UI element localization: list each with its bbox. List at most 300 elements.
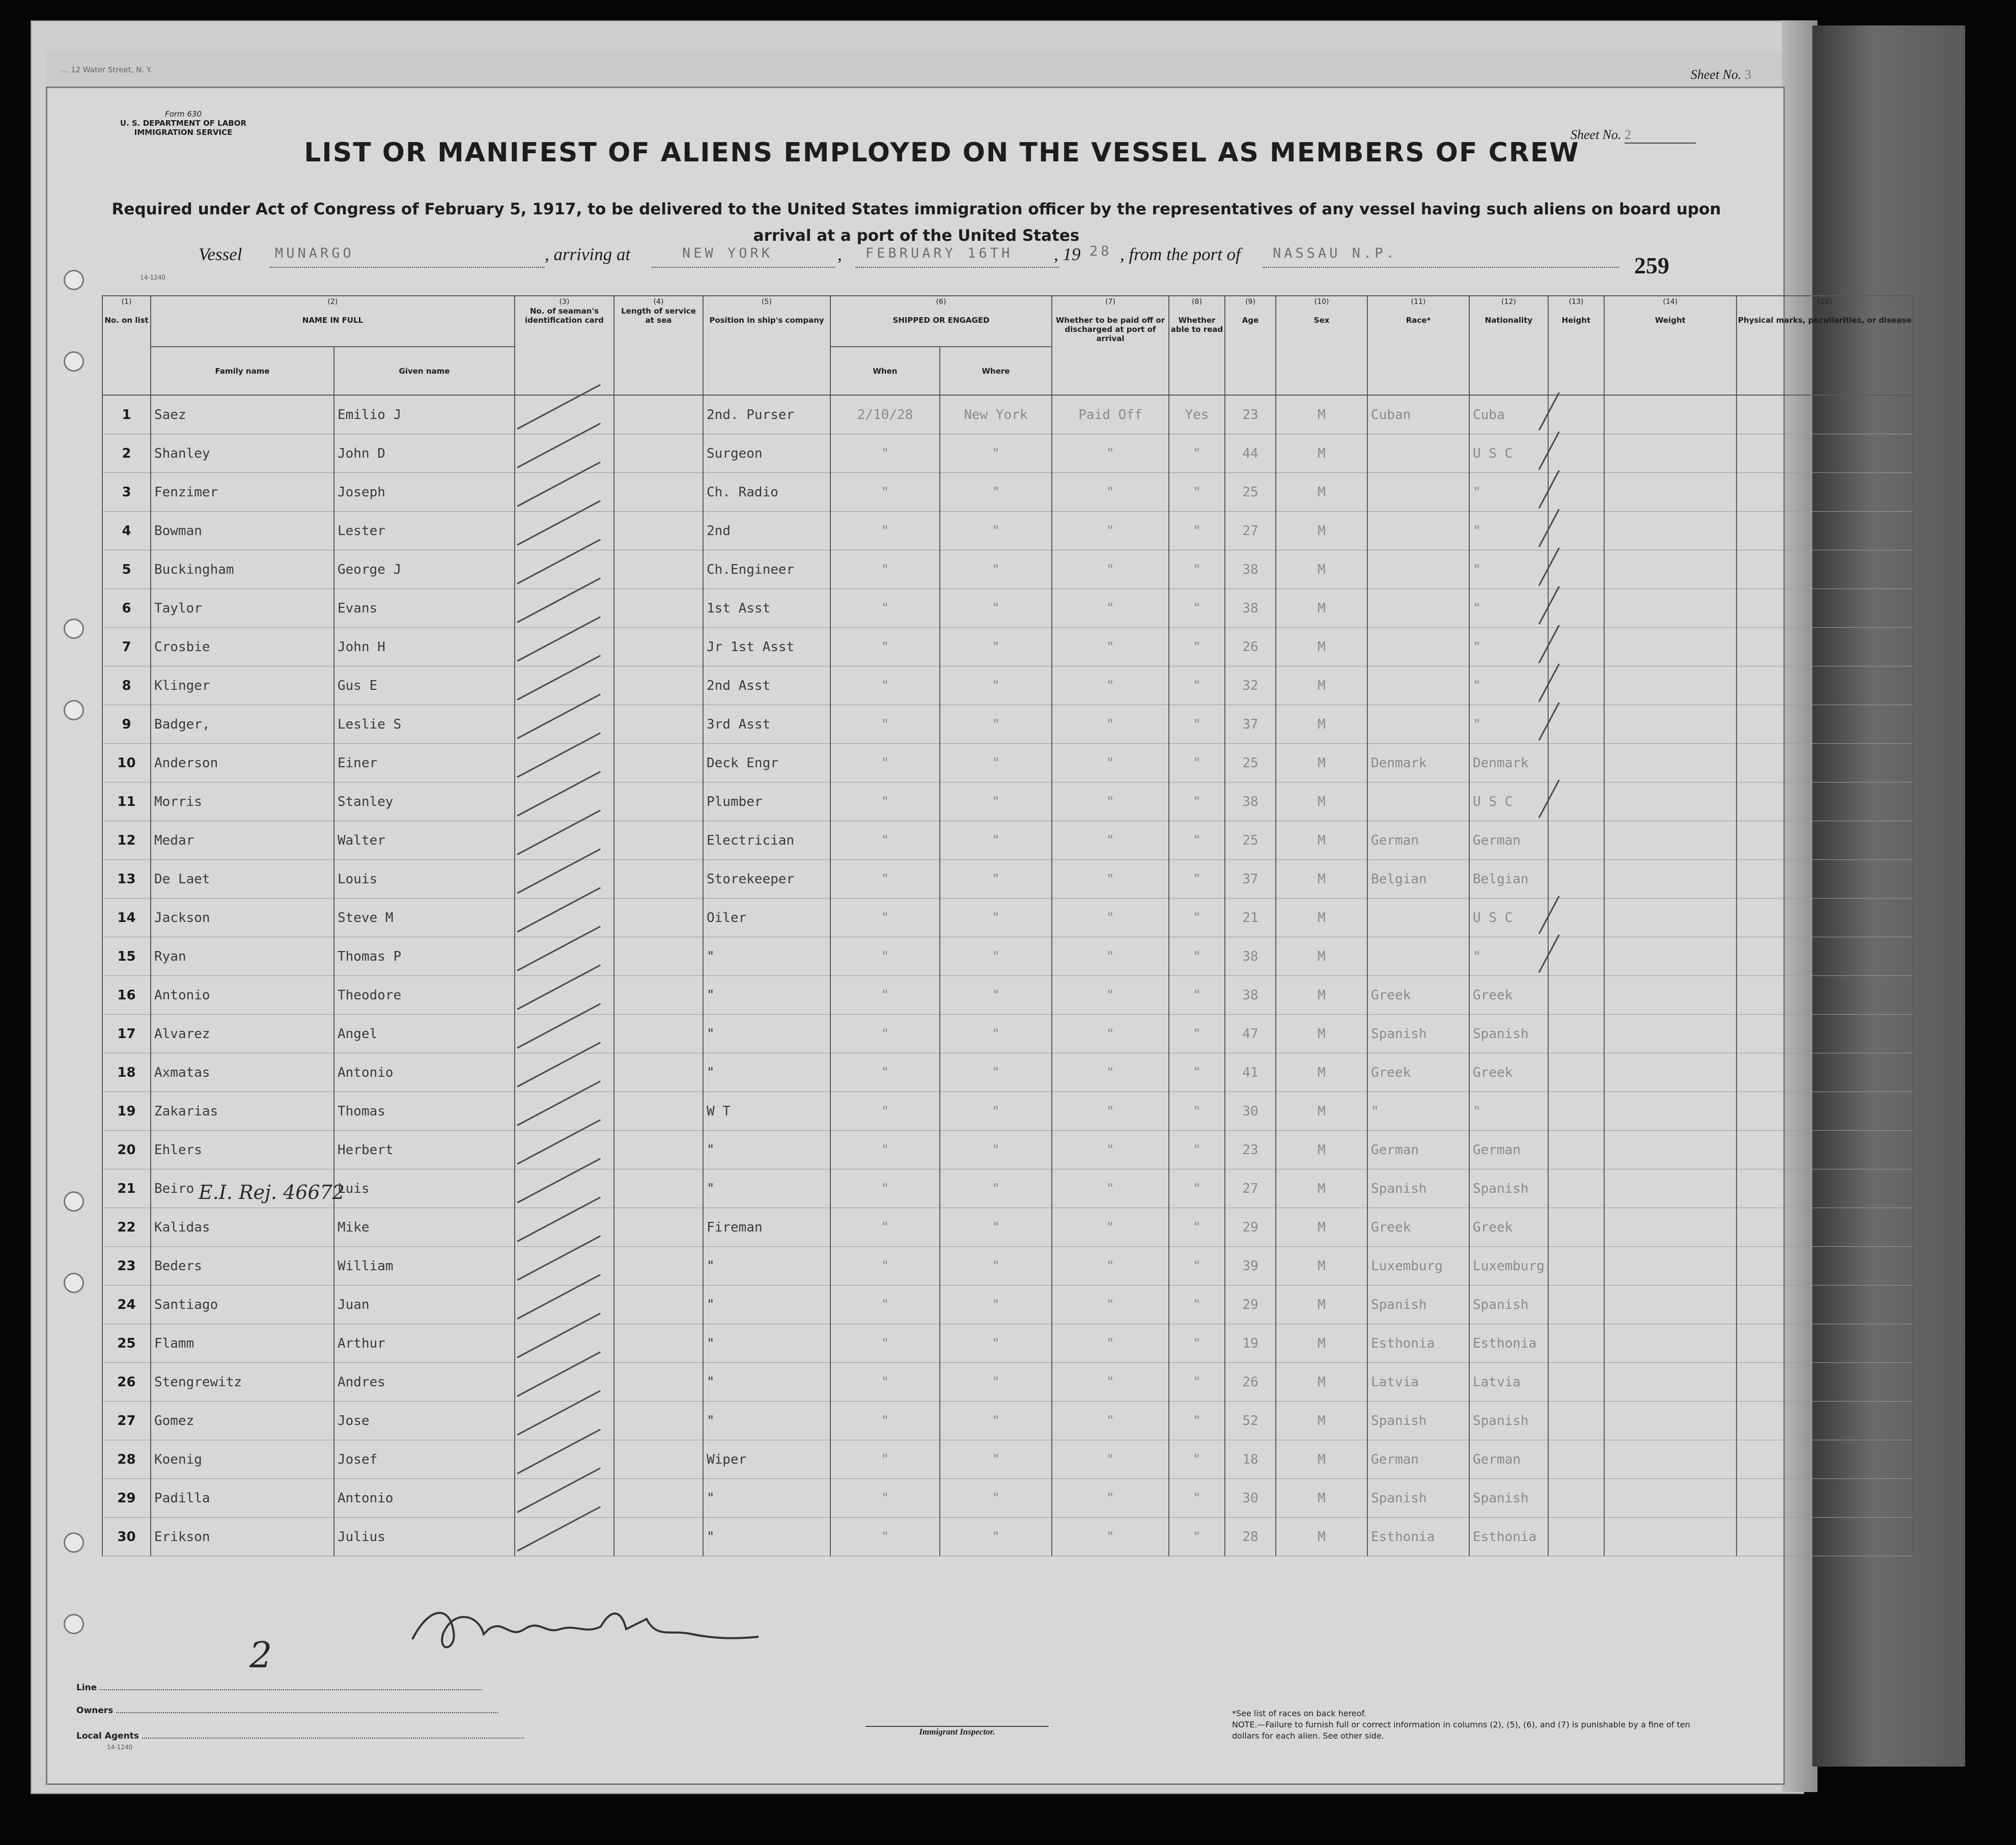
sex-cell: M bbox=[1276, 1131, 1367, 1169]
height-cell bbox=[1548, 1247, 1604, 1285]
service-length-cell bbox=[614, 1015, 703, 1053]
id-card-cell bbox=[515, 1015, 614, 1053]
row-number-cell: 17 bbox=[102, 1015, 151, 1053]
paid-off-cell: " bbox=[1052, 1015, 1169, 1053]
paid-off-cell: " bbox=[1052, 899, 1169, 937]
position-cell: " bbox=[703, 1169, 830, 1208]
table-row bbox=[102, 821, 1913, 860]
service-length-cell bbox=[614, 821, 703, 860]
row-number-cell: 11 bbox=[102, 782, 151, 821]
where-header: Where bbox=[940, 347, 1052, 395]
service-length-cell bbox=[614, 550, 703, 589]
nationality-cell: " bbox=[1469, 937, 1548, 976]
able-to-read-cell: " bbox=[1169, 705, 1225, 744]
race-cell bbox=[1367, 434, 1469, 473]
sex-cell: M bbox=[1276, 705, 1367, 744]
paid-off-cell: " bbox=[1052, 1169, 1169, 1208]
height-cell bbox=[1548, 937, 1604, 976]
age-cell: 19 bbox=[1225, 1324, 1276, 1363]
row-number-cell: 26 bbox=[102, 1363, 151, 1402]
row-number-cell: 1 bbox=[102, 395, 151, 434]
physical-marks-cell bbox=[1737, 860, 1913, 899]
paid-off-cell: " bbox=[1052, 782, 1169, 821]
shipped-when-cell: " bbox=[830, 1092, 940, 1131]
family-name-cell: Taylor bbox=[151, 589, 334, 628]
paid-off-cell: " bbox=[1052, 666, 1169, 705]
row-number-cell: 7 bbox=[102, 628, 151, 666]
sex-cell: M bbox=[1276, 550, 1367, 589]
able-to-read-cell: " bbox=[1169, 434, 1225, 473]
shipped-where-cell: " bbox=[940, 1402, 1052, 1440]
shipped-where-cell: " bbox=[940, 899, 1052, 937]
shipped-where-cell: " bbox=[940, 1092, 1052, 1131]
height-cell bbox=[1548, 744, 1604, 782]
race-cell: Greek bbox=[1367, 1208, 1469, 1247]
col-14-header: (14) Weight bbox=[1604, 296, 1737, 395]
shipped-where-cell: " bbox=[940, 1440, 1052, 1479]
shipped-where-cell: " bbox=[940, 1479, 1052, 1518]
race-cell: Denmark bbox=[1367, 744, 1469, 782]
id-card-cell bbox=[515, 744, 614, 782]
weight-cell bbox=[1604, 1285, 1737, 1324]
year-value: 28 bbox=[1089, 243, 1112, 259]
nationality-cell: " bbox=[1469, 473, 1548, 512]
position-cell: " bbox=[703, 1247, 830, 1285]
age-cell: 27 bbox=[1225, 1169, 1276, 1208]
family-name-cell: Gomez bbox=[151, 1402, 334, 1440]
age-cell: 25 bbox=[1225, 821, 1276, 860]
given-name-cell: Arthur bbox=[334, 1324, 515, 1363]
table-row bbox=[102, 705, 1913, 744]
nationality-cell: U S C bbox=[1469, 899, 1548, 937]
service-length-cell bbox=[614, 1324, 703, 1363]
underline bbox=[100, 1689, 482, 1690]
id-card-cell bbox=[515, 550, 614, 589]
able-to-read-cell: " bbox=[1169, 1363, 1225, 1402]
given-name-cell: Thomas P bbox=[334, 937, 515, 976]
physical-marks-cell bbox=[1737, 395, 1913, 434]
able-to-read-cell: " bbox=[1169, 744, 1225, 782]
table-row bbox=[102, 1053, 1913, 1092]
given-name-cell: Jose bbox=[334, 1402, 515, 1440]
race-cell: Greek bbox=[1367, 1053, 1469, 1092]
race-cell: Spanish bbox=[1367, 1285, 1469, 1324]
sex-cell: M bbox=[1276, 1363, 1367, 1402]
id-card-cell bbox=[515, 1402, 614, 1440]
physical-marks-cell bbox=[1737, 550, 1913, 589]
table-row bbox=[102, 1363, 1913, 1402]
given-name-cell: Andres bbox=[334, 1363, 515, 1402]
position-cell: Wiper bbox=[703, 1440, 830, 1479]
position-cell: " bbox=[703, 1479, 830, 1518]
able-to-read-cell: " bbox=[1169, 628, 1225, 666]
shipped-where-cell: " bbox=[940, 1518, 1052, 1556]
paid-off-cell: " bbox=[1052, 589, 1169, 628]
shipped-when-cell: " bbox=[830, 1440, 940, 1479]
service-length-cell bbox=[614, 666, 703, 705]
weight-cell bbox=[1604, 976, 1737, 1015]
service-length-cell bbox=[614, 1402, 703, 1440]
service-length-cell bbox=[614, 628, 703, 666]
weight-cell bbox=[1604, 395, 1737, 434]
punch-hole bbox=[64, 270, 84, 290]
height-cell bbox=[1548, 1324, 1604, 1363]
shipped-where-cell: " bbox=[940, 628, 1052, 666]
height-cell bbox=[1548, 1015, 1604, 1053]
row-number-cell: 8 bbox=[102, 666, 151, 705]
race-cell bbox=[1367, 937, 1469, 976]
physical-marks-cell bbox=[1737, 1092, 1913, 1131]
height-cell bbox=[1548, 1169, 1604, 1208]
position-cell: Electrician bbox=[703, 821, 830, 860]
shipped-when-cell: " bbox=[830, 628, 940, 666]
given-name-cell: Luis bbox=[334, 1169, 515, 1208]
table-row bbox=[102, 1092, 1913, 1131]
height-cell bbox=[1548, 628, 1604, 666]
physical-marks-cell bbox=[1737, 705, 1913, 744]
physical-marks-cell bbox=[1737, 744, 1913, 782]
family-name-cell: Zakarias bbox=[151, 1092, 334, 1131]
height-cell bbox=[1548, 589, 1604, 628]
id-card-cell bbox=[515, 473, 614, 512]
col-4-header: (4) Length of service at sea bbox=[614, 296, 703, 395]
given-name-cell: Einer bbox=[334, 744, 515, 782]
able-to-read-cell: " bbox=[1169, 1402, 1225, 1440]
shipped-when-cell: " bbox=[830, 1169, 940, 1208]
age-cell: 37 bbox=[1225, 860, 1276, 899]
physical-marks-cell bbox=[1737, 1053, 1913, 1092]
height-cell bbox=[1548, 666, 1604, 705]
given-name-cell: Josef bbox=[334, 1440, 515, 1479]
physical-marks-cell bbox=[1737, 628, 1913, 666]
table-row bbox=[102, 937, 1913, 976]
service-length-cell bbox=[614, 899, 703, 937]
shipped-where-cell: " bbox=[940, 705, 1052, 744]
from-port: NASSAU N.P. bbox=[1273, 245, 1397, 261]
table-row bbox=[102, 782, 1913, 821]
shipped-where-cell: New York bbox=[940, 395, 1052, 434]
row-number-cell: 3 bbox=[102, 473, 151, 512]
age-cell: 30 bbox=[1225, 1092, 1276, 1131]
physical-marks-cell bbox=[1737, 1015, 1913, 1053]
position-cell: Storekeeper bbox=[703, 860, 830, 899]
family-name-cell: Alvarez bbox=[151, 1015, 334, 1053]
nationality-cell: Denmark bbox=[1469, 744, 1548, 782]
nationality-cell: Belgian bbox=[1469, 860, 1548, 899]
age-cell: 23 bbox=[1225, 1131, 1276, 1169]
given-name-cell: Antonio bbox=[334, 1479, 515, 1518]
shipped-when-cell: " bbox=[830, 1131, 940, 1169]
family-name-cell: Shanley bbox=[151, 434, 334, 473]
sex-cell: M bbox=[1276, 937, 1367, 976]
given-name-cell: Leslie S bbox=[334, 705, 515, 744]
nationality-cell: German bbox=[1469, 1131, 1548, 1169]
row-number-cell: 9 bbox=[102, 705, 151, 744]
col-6-header: (6) SHIPPED OR ENGAGED bbox=[830, 296, 1052, 347]
paid-off-cell: " bbox=[1052, 1285, 1169, 1324]
position-cell: " bbox=[703, 1015, 830, 1053]
underline bbox=[652, 267, 835, 268]
shipped-where-cell: " bbox=[940, 666, 1052, 705]
paid-off-cell: " bbox=[1052, 1440, 1169, 1479]
service-length-cell bbox=[614, 1479, 703, 1518]
family-name-cell: Santiago bbox=[151, 1285, 334, 1324]
given-name-cell: Stanley bbox=[334, 782, 515, 821]
paid-off-cell: " bbox=[1052, 512, 1169, 550]
table-row bbox=[102, 744, 1913, 782]
able-to-read-cell: " bbox=[1169, 1285, 1225, 1324]
given-name-cell: John D bbox=[334, 434, 515, 473]
shipped-when-cell: " bbox=[830, 782, 940, 821]
col-13-header: (13) Height bbox=[1548, 296, 1604, 395]
shipped-when-cell: " bbox=[830, 821, 940, 860]
margin-mark: 2 bbox=[249, 1634, 272, 1676]
able-to-read-cell: " bbox=[1169, 1015, 1225, 1053]
able-to-read-cell: " bbox=[1169, 666, 1225, 705]
shipped-when-cell: " bbox=[830, 589, 940, 628]
row-number-cell: 28 bbox=[102, 1440, 151, 1479]
shipped-when-cell: " bbox=[830, 1247, 940, 1285]
physical-marks-cell bbox=[1737, 937, 1913, 976]
given-name-cell: Herbert bbox=[334, 1131, 515, 1169]
able-to-read-cell: " bbox=[1169, 1479, 1225, 1518]
race-cell: Esthonia bbox=[1367, 1324, 1469, 1363]
able-to-read-cell: " bbox=[1169, 1053, 1225, 1092]
shipped-when-cell: " bbox=[830, 1363, 940, 1402]
shipped-when-cell: " bbox=[830, 1518, 940, 1556]
nationality-cell: " bbox=[1469, 550, 1548, 589]
nationality-cell: U S C bbox=[1469, 782, 1548, 821]
given-name-cell: Antonio bbox=[334, 1053, 515, 1092]
paid-off-cell: " bbox=[1052, 1131, 1169, 1169]
row-number-cell: 21 bbox=[102, 1169, 151, 1208]
able-to-read-cell: " bbox=[1169, 976, 1225, 1015]
position-cell: 1st Asst bbox=[703, 589, 830, 628]
agents-code: 14-1240 bbox=[107, 1744, 133, 1751]
family-name-cell: Axmatas bbox=[151, 1053, 334, 1092]
table-row bbox=[102, 395, 1913, 434]
inspector-signature bbox=[407, 1599, 764, 1660]
underline bbox=[855, 267, 1059, 268]
table-row bbox=[102, 1324, 1913, 1363]
service-length-cell bbox=[614, 1092, 703, 1131]
height-cell bbox=[1548, 1440, 1604, 1479]
id-card-cell bbox=[515, 1092, 614, 1131]
service-length-cell bbox=[614, 705, 703, 744]
family-name-cell: Kalidas bbox=[151, 1208, 334, 1247]
race-cell bbox=[1367, 899, 1469, 937]
sex-cell: M bbox=[1276, 512, 1367, 550]
sex-cell: M bbox=[1276, 860, 1367, 899]
nationality-cell: " bbox=[1469, 666, 1548, 705]
position-cell: " bbox=[703, 937, 830, 976]
paid-off-cell: " bbox=[1052, 434, 1169, 473]
service-length-cell bbox=[614, 1363, 703, 1402]
sex-cell: M bbox=[1276, 1324, 1367, 1363]
race-cell bbox=[1367, 589, 1469, 628]
table-row bbox=[102, 1479, 1913, 1518]
service-length-cell bbox=[614, 434, 703, 473]
physical-marks-cell bbox=[1737, 1247, 1913, 1285]
sheet-number: Sheet No. 2 bbox=[1571, 127, 1696, 144]
weight-cell bbox=[1604, 1053, 1737, 1092]
position-cell: Fireman bbox=[703, 1208, 830, 1247]
service-length-cell bbox=[614, 860, 703, 899]
sex-cell: M bbox=[1276, 628, 1367, 666]
service-length-cell bbox=[614, 1131, 703, 1169]
table-row bbox=[102, 1402, 1913, 1440]
id-card-cell bbox=[515, 512, 614, 550]
id-card-cell bbox=[515, 1324, 614, 1363]
previous-sheet-top bbox=[46, 51, 1782, 87]
printer-imprint: ... 12 Water Street, N. Y. bbox=[61, 65, 152, 74]
shipped-where-cell: " bbox=[940, 1363, 1052, 1402]
age-cell: 26 bbox=[1225, 1363, 1276, 1402]
nationality-cell: " bbox=[1469, 1092, 1548, 1131]
paid-off-cell: " bbox=[1052, 1479, 1169, 1518]
nationality-cell: Latvia bbox=[1469, 1363, 1548, 1402]
row-number-cell: 22 bbox=[102, 1208, 151, 1247]
able-to-read-cell: " bbox=[1169, 1518, 1225, 1556]
punch-hole bbox=[64, 1191, 84, 1212]
weight-cell bbox=[1604, 550, 1737, 589]
physical-marks-cell bbox=[1737, 666, 1913, 705]
page-title: LIST OR MANIFEST OF ALIENS EMPLOYED ON THE VESSEL AS MEMBERS OF CREW bbox=[304, 137, 1580, 168]
able-to-read-cell: " bbox=[1169, 550, 1225, 589]
given-name-cell: Joseph bbox=[334, 473, 515, 512]
sex-cell: M bbox=[1276, 434, 1367, 473]
nationality-cell: Spanish bbox=[1469, 1402, 1548, 1440]
punch-hole bbox=[64, 351, 84, 372]
age-cell: 52 bbox=[1225, 1402, 1276, 1440]
family-name-cell: De Laet bbox=[151, 860, 334, 899]
physical-marks-cell bbox=[1737, 1479, 1913, 1518]
shipped-when-cell: " bbox=[830, 473, 940, 512]
row-number-cell: 12 bbox=[102, 821, 151, 860]
height-cell bbox=[1548, 1402, 1604, 1440]
age-cell: 38 bbox=[1225, 550, 1276, 589]
weight-cell bbox=[1604, 744, 1737, 782]
id-card-cell bbox=[515, 1053, 614, 1092]
nationality-cell: Spanish bbox=[1469, 1479, 1548, 1518]
race-cell bbox=[1367, 705, 1469, 744]
race-cell bbox=[1367, 473, 1469, 512]
table-row bbox=[102, 1131, 1913, 1169]
age-cell: 27 bbox=[1225, 512, 1276, 550]
race-cell: German bbox=[1367, 1440, 1469, 1479]
paid-off-cell: " bbox=[1052, 937, 1169, 976]
race-cell bbox=[1367, 628, 1469, 666]
weight-cell bbox=[1604, 1479, 1737, 1518]
able-to-read-cell: " bbox=[1169, 1208, 1225, 1247]
weight-cell bbox=[1604, 1247, 1737, 1285]
col-15-header: (15) Physical marks, peculiarities, or disease bbox=[1737, 296, 1913, 395]
punch-hole bbox=[64, 700, 84, 720]
inspector-label: Immigrant Inspector. bbox=[865, 1726, 1049, 1737]
sex-cell: M bbox=[1276, 744, 1367, 782]
col-9-header: (9) Age bbox=[1225, 296, 1276, 395]
sex-cell: M bbox=[1276, 589, 1367, 628]
row-number-cell: 20 bbox=[102, 1131, 151, 1169]
position-cell: " bbox=[703, 1053, 830, 1092]
paid-off-cell: " bbox=[1052, 1247, 1169, 1285]
weight-cell bbox=[1604, 434, 1737, 473]
physical-marks-cell bbox=[1737, 589, 1913, 628]
height-cell bbox=[1548, 512, 1604, 550]
shipped-where-cell: " bbox=[940, 1169, 1052, 1208]
row-number-cell: 5 bbox=[102, 550, 151, 589]
age-cell: 38 bbox=[1225, 937, 1276, 976]
shipped-when-cell: " bbox=[830, 899, 940, 937]
id-card-cell bbox=[515, 1479, 614, 1518]
paid-off-cell: " bbox=[1052, 473, 1169, 512]
shipped-where-cell: " bbox=[940, 550, 1052, 589]
from-label: , from the port of bbox=[1120, 244, 1241, 264]
col-8-header: (8) Whether able to read bbox=[1169, 296, 1225, 395]
family-name-cell: Padilla bbox=[151, 1479, 334, 1518]
family-name-cell: Koenig bbox=[151, 1440, 334, 1479]
sex-cell: M bbox=[1276, 666, 1367, 705]
row-number-cell: 13 bbox=[102, 860, 151, 899]
height-cell bbox=[1548, 860, 1604, 899]
physical-marks-cell bbox=[1737, 1285, 1913, 1324]
table-row bbox=[102, 1015, 1913, 1053]
sex-cell: M bbox=[1276, 1479, 1367, 1518]
shipped-where-cell: " bbox=[940, 976, 1052, 1015]
height-cell bbox=[1548, 1518, 1604, 1556]
sex-cell: M bbox=[1276, 1169, 1367, 1208]
height-cell bbox=[1548, 1208, 1604, 1247]
height-cell bbox=[1548, 976, 1604, 1015]
service-length-cell bbox=[614, 1285, 703, 1324]
paid-off-cell: " bbox=[1052, 976, 1169, 1015]
position-cell: Ch.Engineer bbox=[703, 550, 830, 589]
nationality-cell: Luxemburg bbox=[1469, 1247, 1548, 1285]
position-cell: Jr 1st Asst bbox=[703, 628, 830, 666]
paid-off-cell: " bbox=[1052, 821, 1169, 860]
row-number-cell: 23 bbox=[102, 1247, 151, 1285]
family-name-cell: Jackson bbox=[151, 899, 334, 937]
family-name-cell: Fenzimer bbox=[151, 473, 334, 512]
nationality-cell: Greek bbox=[1469, 1053, 1548, 1092]
punch-hole bbox=[64, 619, 84, 639]
age-cell: 30 bbox=[1225, 1479, 1276, 1518]
id-card-cell bbox=[515, 1131, 614, 1169]
table-row bbox=[102, 1208, 1913, 1247]
given-name-cell: Lester bbox=[334, 512, 515, 550]
table-row bbox=[102, 589, 1913, 628]
age-cell: 47 bbox=[1225, 1015, 1276, 1053]
given-name-cell: Mike bbox=[334, 1208, 515, 1247]
shipped-where-cell: " bbox=[940, 937, 1052, 976]
position-cell: Oiler bbox=[703, 899, 830, 937]
paid-off-cell: " bbox=[1052, 744, 1169, 782]
able-to-read-cell: " bbox=[1169, 1440, 1225, 1479]
family-name-cell: Antonio bbox=[151, 976, 334, 1015]
paid-off-cell: " bbox=[1052, 1363, 1169, 1402]
shipped-where-cell: " bbox=[940, 1015, 1052, 1053]
id-card-cell bbox=[515, 1208, 614, 1247]
shipped-when-cell: " bbox=[830, 937, 940, 976]
weight-cell bbox=[1604, 821, 1737, 860]
paid-off-cell: " bbox=[1052, 1402, 1169, 1440]
age-cell: 38 bbox=[1225, 976, 1276, 1015]
arrival-date: FEBRUARY 16TH bbox=[865, 245, 1013, 261]
id-card-cell bbox=[515, 821, 614, 860]
table-row bbox=[102, 1169, 1913, 1208]
line-field: Line bbox=[76, 1683, 482, 1693]
rejection-note: E.I. Rej. 46672 bbox=[199, 1181, 345, 1204]
